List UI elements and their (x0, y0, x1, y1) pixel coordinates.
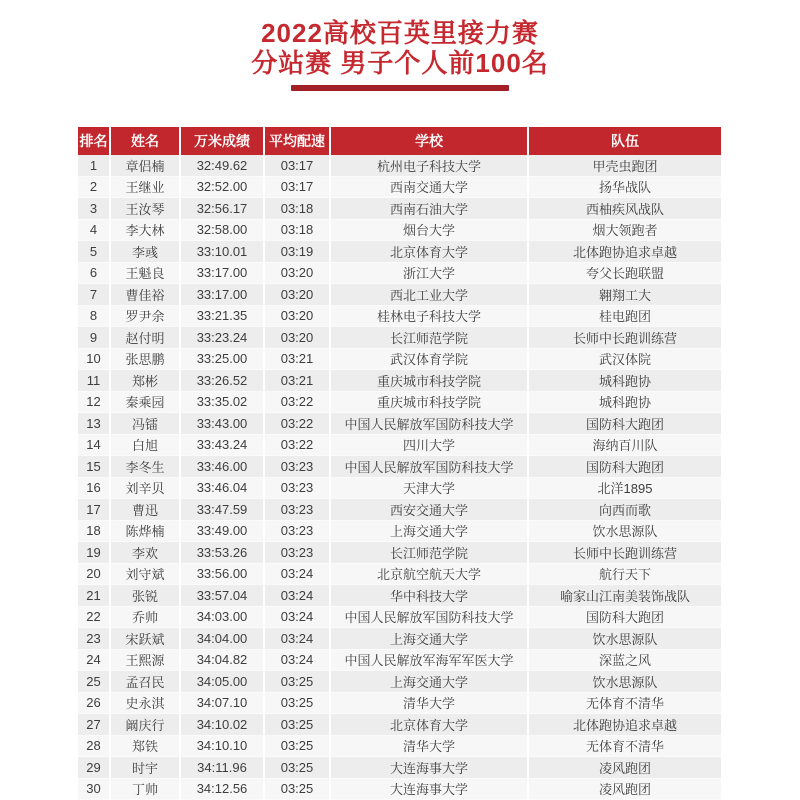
cell-name: 郑铁 (111, 736, 179, 758)
cell-team: 国防科大跑团 (529, 456, 721, 478)
cell-school: 西安交通大学 (331, 499, 527, 521)
cell-pace: 03:24 (265, 650, 329, 672)
cell-school: 烟台大学 (331, 220, 527, 242)
cell-team: 饮水思源队 (529, 521, 721, 543)
cell-school: 长江师范学院 (331, 327, 527, 349)
table-row (78, 306, 721, 328)
cell-name: 史永淇 (111, 693, 179, 715)
cell-rank: 25 (78, 671, 109, 693)
cell-rank: 22 (78, 607, 109, 629)
cell-school: 西南石油大学 (331, 198, 527, 220)
cell-school: 重庆城市科技学院 (331, 370, 527, 392)
cell-pace: 03:24 (265, 585, 329, 607)
cell-time: 34:11.96 (181, 757, 263, 779)
cell-time: 33:35.02 (181, 392, 263, 414)
cell-school: 武汉体育学院 (331, 349, 527, 371)
cell-pace: 03:25 (265, 736, 329, 758)
cell-school: 中国人民解放军国防科技大学 (331, 456, 527, 478)
results-table (78, 127, 721, 800)
cell-pace: 03:21 (265, 349, 329, 371)
cell-name: 阚庆行 (111, 714, 179, 736)
table-row (78, 349, 721, 371)
cell-time: 33:17.00 (181, 263, 263, 285)
table-row (78, 542, 721, 564)
cell-name: 秦乘园 (111, 392, 179, 414)
table-row (78, 220, 721, 242)
cell-pace: 03:18 (265, 220, 329, 242)
cell-time: 33:43.00 (181, 413, 263, 435)
cell-time: 34:10.10 (181, 736, 263, 758)
table-row (78, 585, 721, 607)
cell-pace: 03:17 (265, 155, 329, 177)
cell-time: 33:10.01 (181, 241, 263, 263)
cell-school: 中国人民解放军国防科技大学 (331, 413, 527, 435)
column-header-school: 学校 (331, 127, 527, 155)
cell-rank: 15 (78, 456, 109, 478)
cell-rank: 16 (78, 478, 109, 500)
cell-rank: 19 (78, 542, 109, 564)
cell-name: 宋跃斌 (111, 628, 179, 650)
cell-time: 33:53.26 (181, 542, 263, 564)
cell-school: 上海交通大学 (331, 628, 527, 650)
cell-time: 33:21.35 (181, 306, 263, 328)
column-header-name: 姓名 (111, 127, 179, 155)
cell-time: 34:12.56 (181, 779, 263, 800)
cell-time: 32:56.17 (181, 198, 263, 220)
cell-rank: 5 (78, 241, 109, 263)
cell-team: 长师中长跑训练营 (529, 327, 721, 349)
cell-pace: 03:17 (265, 177, 329, 199)
cell-rank: 11 (78, 370, 109, 392)
cell-rank: 30 (78, 779, 109, 800)
cell-rank: 8 (78, 306, 109, 328)
cell-pace: 03:20 (265, 327, 329, 349)
cell-name: 赵付明 (111, 327, 179, 349)
cell-name: 曹佳裕 (111, 284, 179, 306)
table-row (78, 714, 721, 736)
cell-pace: 03:19 (265, 241, 329, 263)
cell-pace: 03:24 (265, 628, 329, 650)
cell-team: 城科跑协 (529, 392, 721, 414)
cell-rank: 3 (78, 198, 109, 220)
cell-rank: 10 (78, 349, 109, 371)
cell-team: 航行天下 (529, 564, 721, 586)
cell-pace: 03:18 (265, 198, 329, 220)
cell-name: 李冬生 (111, 456, 179, 478)
table-row (78, 736, 721, 758)
cell-pace: 03:23 (265, 456, 329, 478)
cell-name: 孟召民 (111, 671, 179, 693)
table-row (78, 155, 721, 177)
cell-pace: 03:23 (265, 542, 329, 564)
table-header-row (78, 127, 721, 155)
cell-school: 大连海事大学 (331, 779, 527, 800)
cell-team: 无体育不清华 (529, 736, 721, 758)
cell-team: 无体育不清华 (529, 693, 721, 715)
cell-time: 33:47.59 (181, 499, 263, 521)
cell-name: 章侣楠 (111, 155, 179, 177)
cell-team: 西柚疾风战队 (529, 198, 721, 220)
cell-team: 武汉体院 (529, 349, 721, 371)
cell-rank: 17 (78, 499, 109, 521)
cell-name: 罗尹余 (111, 306, 179, 328)
cell-school: 上海交通大学 (331, 671, 527, 693)
table-row (78, 413, 721, 435)
table-row (78, 241, 721, 263)
cell-rank: 2 (78, 177, 109, 199)
cell-pace: 03:25 (265, 714, 329, 736)
cell-rank: 24 (78, 650, 109, 672)
cell-name: 时宇 (111, 757, 179, 779)
cell-time: 34:05.00 (181, 671, 263, 693)
cell-name: 王熙源 (111, 650, 179, 672)
cell-pace: 03:23 (265, 478, 329, 500)
cell-time: 33:23.24 (181, 327, 263, 349)
cell-pace: 03:25 (265, 693, 329, 715)
column-header-rank: 排名 (78, 127, 109, 155)
cell-school: 天津大学 (331, 478, 527, 500)
cell-school: 桂林电子科技大学 (331, 306, 527, 328)
cell-school: 杭州电子科技大学 (331, 155, 527, 177)
cell-name: 张锐 (111, 585, 179, 607)
cell-name: 王魁良 (111, 263, 179, 285)
cell-pace: 03:20 (265, 306, 329, 328)
cell-rank: 1 (78, 155, 109, 177)
table-row (78, 650, 721, 672)
cell-school: 大连海事大学 (331, 757, 527, 779)
cell-name: 陈烨楠 (111, 521, 179, 543)
cell-name: 乔帅 (111, 607, 179, 629)
cell-rank: 26 (78, 693, 109, 715)
cell-team: 北体跑协追求卓越 (529, 241, 721, 263)
cell-pace: 03:23 (265, 521, 329, 543)
cell-name: 曹迅 (111, 499, 179, 521)
cell-rank: 6 (78, 263, 109, 285)
cell-time: 33:57.04 (181, 585, 263, 607)
cell-time: 34:10.02 (181, 714, 263, 736)
cell-name: 白旭 (111, 435, 179, 457)
cell-time: 34:07.10 (181, 693, 263, 715)
cell-time: 34:04.00 (181, 628, 263, 650)
table-row (78, 671, 721, 693)
cell-pace: 03:24 (265, 564, 329, 586)
cell-pace: 03:20 (265, 263, 329, 285)
cell-time: 32:49.62 (181, 155, 263, 177)
cell-team: 国防科大跑团 (529, 413, 721, 435)
cell-school: 北京航空航天大学 (331, 564, 527, 586)
cell-team: 凌风跑团 (529, 757, 721, 779)
cell-team: 桂电跑团 (529, 306, 721, 328)
title-underline (291, 85, 509, 91)
table-row (78, 370, 721, 392)
table-row (78, 177, 721, 199)
table-row (78, 327, 721, 349)
cell-rank: 14 (78, 435, 109, 457)
cell-team: 夸父长跑联盟 (529, 263, 721, 285)
cell-rank: 20 (78, 564, 109, 586)
cell-pace: 03:25 (265, 779, 329, 800)
cell-name: 李大林 (111, 220, 179, 242)
cell-name: 王汝琴 (111, 198, 179, 220)
cell-time: 33:26.52 (181, 370, 263, 392)
cell-rank: 28 (78, 736, 109, 758)
cell-name: 李彧 (111, 241, 179, 263)
cell-pace: 03:21 (265, 370, 329, 392)
cell-school: 清华大学 (331, 693, 527, 715)
cell-rank: 27 (78, 714, 109, 736)
cell-team: 国防科大跑团 (529, 607, 721, 629)
cell-team: 饮水思源队 (529, 628, 721, 650)
cell-team: 长师中长跑训练营 (529, 542, 721, 564)
table-body (78, 155, 721, 800)
cell-team: 北洋1895 (529, 478, 721, 500)
cell-name: 刘守斌 (111, 564, 179, 586)
table-row (78, 607, 721, 629)
cell-time: 33:17.00 (181, 284, 263, 306)
cell-school: 清华大学 (331, 736, 527, 758)
cell-time: 33:49.00 (181, 521, 263, 543)
cell-time: 33:46.04 (181, 478, 263, 500)
cell-school: 上海交通大学 (331, 521, 527, 543)
cell-rank: 23 (78, 628, 109, 650)
column-header-team: 队伍 (529, 127, 721, 155)
cell-name: 刘辛贝 (111, 478, 179, 500)
cell-team: 凌风跑团 (529, 779, 721, 800)
cell-name: 郑彬 (111, 370, 179, 392)
cell-team: 深蓝之风 (529, 650, 721, 672)
cell-school: 华中科技大学 (331, 585, 527, 607)
cell-time: 32:52.00 (181, 177, 263, 199)
table-row (78, 198, 721, 220)
cell-rank: 21 (78, 585, 109, 607)
cell-time: 33:46.00 (181, 456, 263, 478)
cell-pace: 03:25 (265, 757, 329, 779)
cell-team: 城科跑协 (529, 370, 721, 392)
cell-team: 扬华战队 (529, 177, 721, 199)
cell-school: 浙江大学 (331, 263, 527, 285)
cell-rank: 9 (78, 327, 109, 349)
cell-name: 王继业 (111, 177, 179, 199)
cell-name: 李欢 (111, 542, 179, 564)
cell-rank: 7 (78, 284, 109, 306)
column-header-time: 万米成绩 (181, 127, 263, 155)
cell-name: 丁帅 (111, 779, 179, 800)
cell-time: 33:25.00 (181, 349, 263, 371)
cell-school: 西北工业大学 (331, 284, 527, 306)
cell-time: 34:03.00 (181, 607, 263, 629)
cell-team: 喻家山江南美装饰战队 (529, 585, 721, 607)
cell-school: 中国人民解放军国防科技大学 (331, 607, 527, 629)
cell-rank: 12 (78, 392, 109, 414)
cell-team: 甲壳虫跑团 (529, 155, 721, 177)
page-title-line1: 2022高校百英里接力赛 (261, 18, 539, 48)
cell-rank: 13 (78, 413, 109, 435)
cell-time: 32:58.00 (181, 220, 263, 242)
cell-team: 北体跑协追求卓越 (529, 714, 721, 736)
column-header-pace: 平均配速 (265, 127, 329, 155)
table-row (78, 693, 721, 715)
cell-rank: 4 (78, 220, 109, 242)
table-row (78, 564, 721, 586)
cell-school: 长江师范学院 (331, 542, 527, 564)
page-title (0, 18, 800, 91)
table-row (78, 435, 721, 457)
table-row (78, 628, 721, 650)
table-row (78, 478, 721, 500)
table-row (78, 779, 721, 800)
cell-pace: 03:23 (265, 499, 329, 521)
cell-team: 向西而歌 (529, 499, 721, 521)
cell-pace: 03:22 (265, 392, 329, 414)
cell-school: 中国人民解放军海军军医大学 (331, 650, 527, 672)
cell-rank: 18 (78, 521, 109, 543)
cell-school: 北京体育大学 (331, 241, 527, 263)
table-row (78, 757, 721, 779)
cell-rank: 29 (78, 757, 109, 779)
cell-school: 重庆城市科技学院 (331, 392, 527, 414)
cell-school: 西南交通大学 (331, 177, 527, 199)
table-row (78, 284, 721, 306)
table-row (78, 456, 721, 478)
cell-pace: 03:25 (265, 671, 329, 693)
cell-time: 33:43.24 (181, 435, 263, 457)
cell-pace: 03:24 (265, 607, 329, 629)
cell-school: 北京体育大学 (331, 714, 527, 736)
table-row (78, 521, 721, 543)
cell-school: 四川大学 (331, 435, 527, 457)
cell-team: 饮水思源队 (529, 671, 721, 693)
table-row (78, 392, 721, 414)
cell-pace: 03:20 (265, 284, 329, 306)
cell-pace: 03:22 (265, 413, 329, 435)
cell-pace: 03:22 (265, 435, 329, 457)
cell-name: 冯镭 (111, 413, 179, 435)
cell-time: 33:56.00 (181, 564, 263, 586)
table-row (78, 499, 721, 521)
cell-team: 海纳百川队 (529, 435, 721, 457)
table-row (78, 263, 721, 285)
cell-team: 翱翔工大 (529, 284, 721, 306)
cell-team: 烟大领跑者 (529, 220, 721, 242)
cell-time: 34:04.82 (181, 650, 263, 672)
cell-name: 张思鹏 (111, 349, 179, 371)
page-title-line2: 分站赛 男子个人前100名 (251, 48, 549, 78)
